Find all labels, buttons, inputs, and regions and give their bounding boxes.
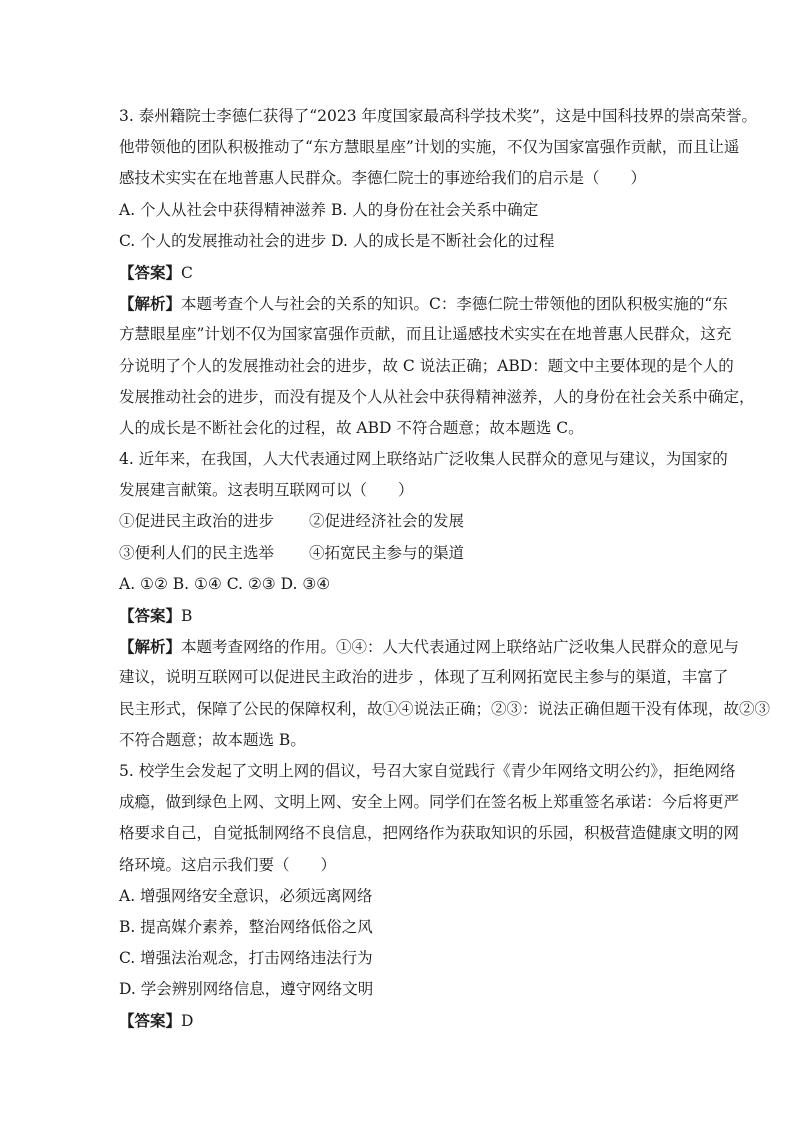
- analysis-tag: 【解析】: [119, 294, 182, 314]
- question-stem-line: 格要求自己，自觉抵制网络不良信息，把网络作为获取知识的乐园，积极营造健康文明的网: [119, 824, 740, 843]
- choice-row: [119, 538, 677, 569]
- answer-value: C: [181, 263, 193, 282]
- question-stem-line: 成瘾，做到绿色上网、文明上网、安全上网。同学们在签名板上郑重签名承诺：今后将更严: [119, 793, 740, 812]
- analysis-line: 民主形式，保障了公民的保障权利，故①④说法正确；②③：说法正确但题干没有体现，故②③: [119, 699, 771, 718]
- analysis-tag: 【解析】: [119, 637, 182, 657]
- option-line: C. 增强法治观念，打击网络违法行为: [119, 949, 373, 968]
- question-stem-line: 4. 近年来，在我国，人大代表通过网上联络站广泛收集人民群众的意见与建议，为国家的: [119, 450, 728, 469]
- answer-value: D: [181, 1012, 194, 1031]
- answer-line: [119, 1005, 677, 1036]
- option-line: C. 个人的发展推动社会的进步 D. 人的成长是不断社会化的过程: [119, 231, 555, 250]
- analysis-line: 分说明了个人的发展推动社会的进步，故 C 说法正确；ABD：题文中主要体现的是个人的: [119, 356, 734, 375]
- question-stem-line: 他带领他的团队积极推动了“东方慧眼星座”计划的实施，不仅为国家富强作贡献，而且让遥: [119, 138, 740, 157]
- document-page: [119, 101, 771, 1037]
- analysis-line: 建议，说明互联网可以促进民主政治的进步 ，体现了互利网拓宽民主参与的渠道，丰富了: [119, 668, 729, 687]
- question-stem-line: 3. 泰州籍院士李德仁获得了“2023 年度国家最高科学技术奖”，这是中国科技界的崇高荣誉。: [119, 107, 757, 125]
- choice-item: ②促进经济社会的发展: [309, 512, 465, 531]
- choice-row: [119, 506, 677, 537]
- answer-line: [119, 257, 677, 288]
- question-4: [119, 444, 771, 756]
- question-stem-line: 络环境。这启示我们要（ ）: [119, 855, 337, 874]
- answer-tag: 【答案】: [119, 262, 182, 282]
- analysis-line: 发展推动社会的进步，而没有提及个人从社会中获得精神滋养，人的身份在社会关系中确定，: [119, 387, 755, 406]
- question-stem-line: 感技术实实在在地普惠人民群众。李德仁院士的事迹给我们的启示是（ ）: [119, 169, 647, 188]
- choice-item: ③便利人们的民主选举: [119, 543, 275, 562]
- answer-tag: 【答案】: [119, 1011, 182, 1031]
- analysis-line: [119, 631, 740, 662]
- option-line: A. 个人从社会中获得精神滋养 B. 人的身份在社会关系中确定: [119, 200, 539, 219]
- answer-tag: 【答案】: [119, 606, 182, 625]
- analysis-text: 本题考查个人与社会的关系的知识。C：李德仁院士带领他的团队积极实施的“东: [181, 295, 728, 314]
- question-stem-line: 5. 校学生会发起了文明上网的倡议，号召大家自觉践行《青少年网络文明公约》，拒绝网络: [119, 761, 736, 780]
- analysis-line: 人的成长是不断社会化的过程，故 ABD 不符合题意；故本题选 C。: [119, 418, 584, 437]
- choice-item: ①促进民主政治的进步: [119, 512, 275, 531]
- question-3: [119, 101, 757, 444]
- option-line: A. 增强网络安全意识，必须远离网络: [119, 886, 373, 905]
- analysis-text: 本题考查网络的作用。①④：人大代表通过网上联络站广泛收集人民群众的意见与: [181, 638, 740, 657]
- analysis-line: 不符合题意；故本题选 B。: [119, 730, 306, 749]
- answer-line: [119, 600, 677, 631]
- choice-item: ④拓宽民主参与的渠道: [309, 543, 465, 562]
- analysis-line: [119, 288, 728, 319]
- option-line: A. ①② B. ①④ C. ②③ D. ③④: [119, 574, 331, 593]
- question-stem-line: 发展建言献策。这表明互联网可以（ ）: [119, 481, 414, 500]
- option-line: D. 学会辨别网络信息，遵守网络文明: [119, 980, 374, 999]
- answer-value: B: [181, 607, 193, 625]
- analysis-line: 方慧眼星座”计划不仅为国家富强作贡献，而且让遥感技术实实在在地普惠人民群众，这充: [119, 325, 732, 344]
- question-5: [119, 756, 740, 1037]
- option-line: B. 提高媒介素养，整治网络低俗之风: [119, 917, 373, 936]
